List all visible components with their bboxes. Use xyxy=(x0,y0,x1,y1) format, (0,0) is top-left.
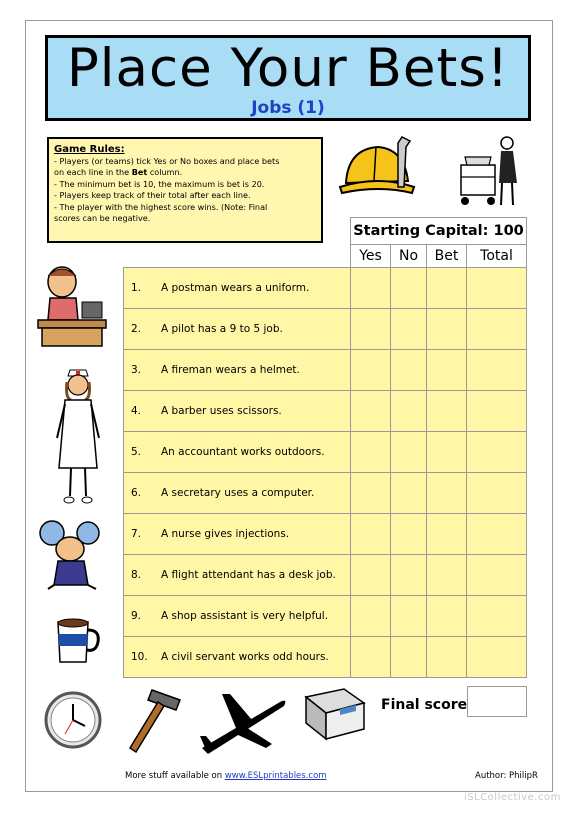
question-cell xyxy=(124,637,351,678)
question-text: A barber uses scissors. xyxy=(161,405,282,417)
question-cell xyxy=(124,268,351,309)
no-answer-box[interactable] xyxy=(391,309,427,350)
question-cell xyxy=(124,596,351,637)
question-row xyxy=(124,268,527,309)
helmet-wrench-icon xyxy=(338,135,420,205)
total-answer-box[interactable] xyxy=(467,268,527,309)
rules-line-6: scores can be negative. xyxy=(54,213,151,224)
question-number: 4. xyxy=(131,405,142,417)
final-score-box[interactable] xyxy=(467,686,527,717)
bets-table xyxy=(123,217,527,678)
yes-answer-box[interactable] xyxy=(351,268,391,309)
photocopier-icon xyxy=(300,683,370,745)
question-text: A postman wears a uniform. xyxy=(161,282,310,294)
total-answer-box[interactable] xyxy=(467,309,527,350)
yes-answer-box[interactable] xyxy=(351,350,391,391)
total-answer-box[interactable] xyxy=(467,350,527,391)
question-cell xyxy=(124,473,351,514)
bet-answer-box[interactable] xyxy=(427,391,467,432)
yes-answer-box[interactable] xyxy=(351,514,391,555)
question-number: 2. xyxy=(131,323,142,335)
total-answer-box[interactable] xyxy=(467,473,527,514)
bet-answer-box[interactable] xyxy=(427,268,467,309)
coffee-mug-icon xyxy=(54,616,102,668)
question-row xyxy=(124,514,527,555)
no-answer-box[interactable] xyxy=(391,350,427,391)
rules-heading: Game Rules: xyxy=(54,144,125,155)
question-text: A nurse gives injections. xyxy=(161,528,290,540)
no-answer-box[interactable] xyxy=(391,391,427,432)
bet-answer-box[interactable] xyxy=(427,637,467,678)
total-answer-box[interactable] xyxy=(467,596,527,637)
question-text: A civil servant works odd hours. xyxy=(161,651,329,663)
question-text: A flight attendant has a desk job. xyxy=(161,569,336,581)
rules-line-1: - Players (or teams) tick Yes or No boxes and place bets xyxy=(54,156,280,166)
question-text: A fireman wears a helmet. xyxy=(161,364,300,376)
question-row xyxy=(124,555,527,596)
question-text: An accountant works outdoors. xyxy=(161,446,325,458)
hammer-icon xyxy=(122,686,186,754)
column-header-bet: Bet xyxy=(427,245,467,268)
yes-answer-box[interactable] xyxy=(351,555,391,596)
desk-worker-icon xyxy=(36,262,108,350)
question-number: 3. xyxy=(131,364,142,376)
bet-answer-box[interactable] xyxy=(427,309,467,350)
page-title: Place Your Bets! xyxy=(66,38,510,99)
no-answer-box[interactable] xyxy=(391,432,427,473)
bet-answer-box[interactable] xyxy=(427,555,467,596)
question-cell xyxy=(124,432,351,473)
no-answer-box[interactable] xyxy=(391,268,427,309)
eslprintables-link[interactable]: www.ESLprintables.com xyxy=(224,771,327,781)
blank-cell xyxy=(124,245,351,268)
no-answer-box[interactable] xyxy=(391,637,427,678)
question-number: 9. xyxy=(131,610,142,622)
question-cell xyxy=(124,391,351,432)
bet-answer-box[interactable] xyxy=(427,514,467,555)
yes-answer-box[interactable] xyxy=(351,473,391,514)
starting-capital: Starting Capital: 100 xyxy=(351,218,527,245)
question-row xyxy=(124,309,527,350)
question-text: A pilot has a 9 to 5 job. xyxy=(161,323,283,335)
waitress-trolley-icon xyxy=(455,133,525,211)
question-text: A secretary uses a computer. xyxy=(161,487,315,499)
yes-answer-box[interactable] xyxy=(351,596,391,637)
footer-author: Author: PhilipR xyxy=(475,771,538,781)
question-number: 8. xyxy=(131,569,142,581)
rules-line-3: - The minimum bet is 10, the maximum is bet is 20. xyxy=(54,178,265,189)
question-cell xyxy=(124,514,351,555)
question-row xyxy=(124,350,527,391)
final-score-label: Final score xyxy=(381,697,468,713)
question-cell xyxy=(124,350,351,391)
footer-more-stuff: More stuff available on www.ESLprintables.com xyxy=(125,771,327,781)
column-header-no: No xyxy=(391,245,427,268)
question-number: 10. xyxy=(131,651,148,663)
total-answer-box[interactable] xyxy=(467,432,527,473)
page-subtitle: Jobs (1) xyxy=(251,98,325,118)
total-answer-box[interactable] xyxy=(467,391,527,432)
airplane-icon xyxy=(196,688,290,758)
wall-clock-icon xyxy=(43,690,103,750)
question-row xyxy=(124,391,527,432)
question-number: 7. xyxy=(131,528,142,540)
rules-line-5: - The player with the highest score wins. (Note: Final xyxy=(54,201,268,212)
watermark: iSLCollective.com xyxy=(464,792,561,803)
no-answer-box[interactable] xyxy=(391,473,427,514)
question-row xyxy=(124,637,527,678)
question-row xyxy=(124,432,527,473)
question-row xyxy=(124,473,527,514)
column-header-total: Total xyxy=(467,245,527,268)
nurse-icon xyxy=(55,368,101,506)
question-cell xyxy=(124,309,351,350)
total-answer-box[interactable] xyxy=(467,555,527,596)
bet-answer-box[interactable] xyxy=(427,473,467,514)
total-answer-box[interactable] xyxy=(467,637,527,678)
yes-answer-box[interactable] xyxy=(351,391,391,432)
question-cell xyxy=(124,555,351,596)
no-answer-box[interactable] xyxy=(391,514,427,555)
question-number: 5. xyxy=(131,446,142,458)
question-text: A shop assistant is very helpful. xyxy=(161,610,329,622)
yes-answer-box[interactable] xyxy=(351,309,391,350)
question-number: 1. xyxy=(131,282,142,294)
alarm-clock-man-icon xyxy=(38,515,102,591)
no-answer-box[interactable] xyxy=(391,596,427,637)
rules-line-4: - Players keep track of their total after each line. xyxy=(54,190,251,201)
yes-answer-box[interactable] xyxy=(351,432,391,473)
rules-line-2: on each line in the Bet column. xyxy=(54,167,183,178)
total-answer-box[interactable] xyxy=(467,514,527,555)
bet-answer-box[interactable] xyxy=(427,596,467,637)
question-number: 6. xyxy=(131,487,142,499)
blank-cell xyxy=(124,218,351,245)
bet-answer-box[interactable] xyxy=(427,432,467,473)
column-header-yes: Yes xyxy=(351,245,391,268)
title-banner xyxy=(45,35,531,121)
bet-answer-box[interactable] xyxy=(427,350,467,391)
no-answer-box[interactable] xyxy=(391,555,427,596)
yes-answer-box[interactable] xyxy=(351,637,391,678)
question-row xyxy=(124,596,527,637)
